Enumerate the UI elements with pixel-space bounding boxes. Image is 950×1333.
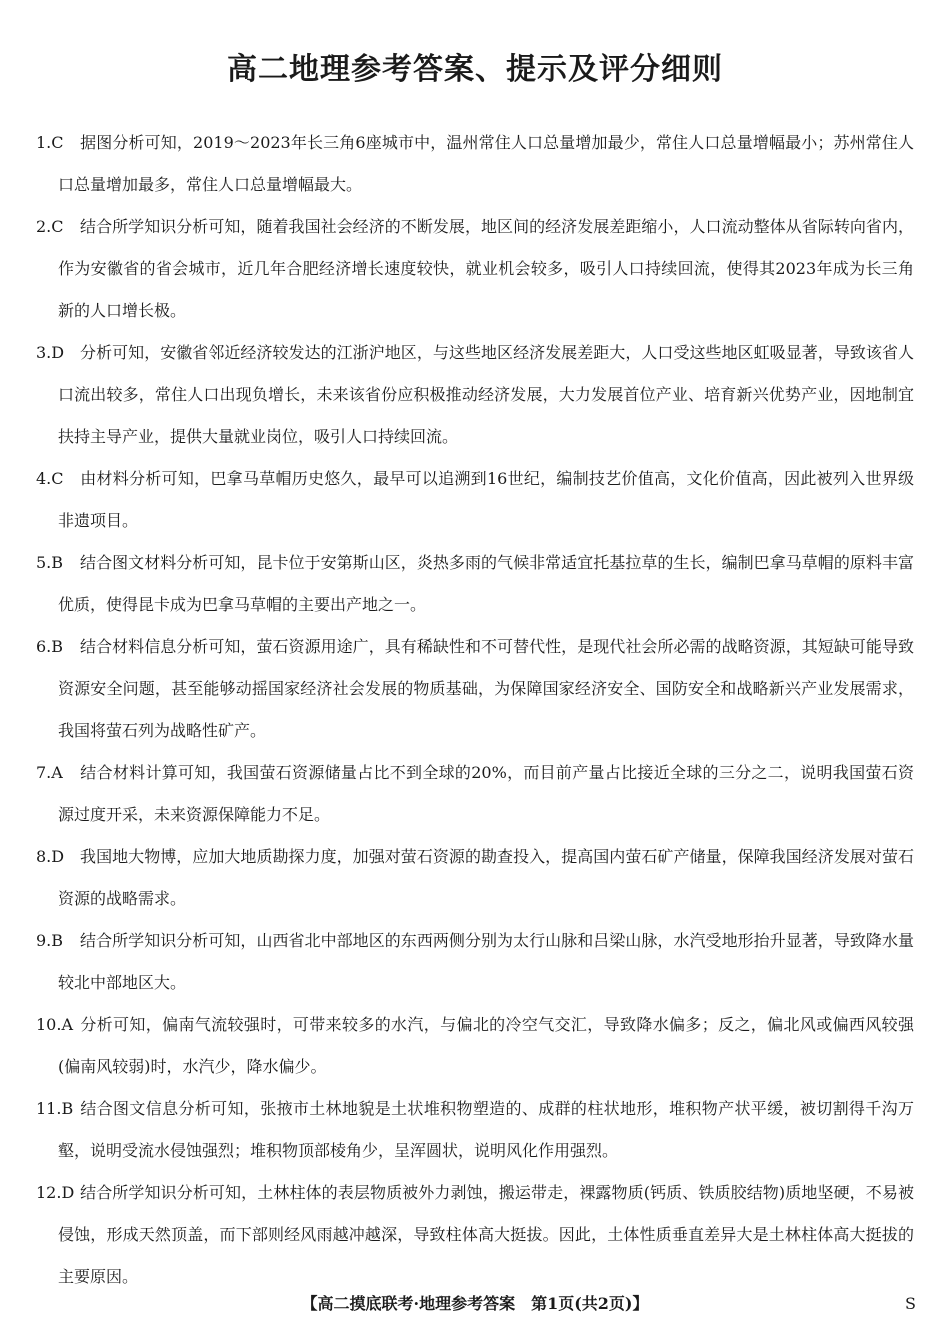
answer-explanation: 结合材料计算可知，我国萤石资源储量占比不到全球的20%，而目前产量占比接近全球的三分之二，说明我国萤石资源过度开采，未来资源保障能力不足。 <box>58 763 914 824</box>
answer-item <box>36 626 914 752</box>
answer-item <box>36 542 914 626</box>
answer-number: 12.D <box>36 1183 75 1202</box>
answer-explanation: 结合图文材料分析可知，昆卡位于安第斯山区，炎热多雨的气候非常适宜托基拉草的生长，编制巴拿马草帽的原料丰富优质，使得昆卡成为巴拿马草帽的主要出产地之一。 <box>58 553 914 614</box>
answer-number: 9.B <box>36 931 64 950</box>
footer-code: S <box>905 1294 916 1313</box>
answer-item <box>36 1004 914 1088</box>
page-title: 高二地理参考答案、提示及评分细则 <box>227 52 723 87</box>
answer-explanation: 结合所学知识分析可知，山西省北中部地区的东西两侧分别为太行山脉和吕梁山脉，水汽受地形抬升显著，导致降水量较北中部地区大。 <box>58 931 914 992</box>
answer-explanation: 结合图文信息分析可知，张掖市土林地貌是土状堆积物塑造的、成群的柱状地形，堆积物产状平缓，被切割得千沟万壑，说明受流水侵蚀强烈；堆积物顶部棱角少，呈浑圆状，说明风化作用强烈。 <box>58 1099 914 1160</box>
answer-item <box>36 206 914 332</box>
answer-number: 5.B <box>36 553 64 572</box>
answer-number: 11.B <box>36 1099 74 1118</box>
answer-item <box>36 920 914 1004</box>
answer-item <box>36 752 914 836</box>
answer-explanation: 分析可知，偏南气流较强时，可带来较多的水汽，与偏北的冷空气交汇，导致降水偏多；反之，偏北风或偏西风较强(偏南风较弱)时，水汽少，降水偏少。 <box>58 1015 914 1076</box>
answer-explanation: 结合材料信息分析可知，萤石资源用途广，具有稀缺性和不可替代性，是现代社会所必需的战略资源，其短缺可能导致资源安全问题，甚至能够动摇国家经济社会发展的物质基础，为保障国家经济安全、国防安全和战略新兴产业发展需求，我国将萤石列为战略性矿产。 <box>58 637 914 740</box>
answer-number: 7.A <box>36 763 63 782</box>
answer-item <box>36 1088 914 1172</box>
footer-label: 【高二摸底联考·地理参考答案 第1页(共2页)】 <box>301 1294 649 1313</box>
answer-explanation: 结合所学知识分析可知，土林柱体的表层物质被外力剥蚀，搬运带走，裸露物质(钙质、铁质胶结物)质地坚硬，不易被侵蚀，形成天然顶盖，而下部则经风雨越冲越深，导致柱体高大挺拔。因此，土体性质垂直差异大是土林柱体高大挺拔的主要原因。 <box>58 1183 914 1286</box>
answer-explanation: 我国地大物博，应加大地质勘探力度，加强对萤石资源的勘查投入，提高国内萤石矿产储量，保障我国经济发展对萤石资源的战略需求。 <box>58 847 914 908</box>
answer-number: 3.D <box>36 343 65 362</box>
answer-number: 6.B <box>36 637 64 656</box>
answer-list <box>36 122 914 1298</box>
answer-number: 2.C <box>36 217 64 236</box>
answer-item <box>36 836 914 920</box>
answer-item <box>36 332 914 458</box>
answer-number: 1.C <box>36 133 64 152</box>
answer-explanation: 由材料分析可知，巴拿马草帽历史悠久，最早可以追溯到16世纪，编制技艺价值高，文化价值高，因此被列入世界级非遗项目。 <box>58 469 914 530</box>
answer-number: 4.C <box>36 469 64 488</box>
answer-item <box>36 122 914 206</box>
answer-explanation: 分析可知，安徽省邻近经济较发达的江浙沪地区，与这些地区经济发展差距大，人口受这些地区虹吸显著，导致该省人口流出较多，常住人口出现负增长，未来该省份应积极推动经济发展，大力发展首位产业、培育新兴优势产业，因地制宜扶持主导产业，提供大量就业岗位，吸引人口持续回流。 <box>58 343 914 446</box>
answer-number: 8.D <box>36 847 65 866</box>
answer-number: 10.A <box>36 1015 73 1034</box>
answer-item <box>36 458 914 542</box>
answer-explanation: 据图分析可知，2019～2023年长三角6座城市中，温州常住人口总量增加最少，常住人口总量增幅最小；苏州常住人口总量增加最多，常住人口总量增幅最大。 <box>58 133 914 194</box>
answer-explanation: 结合所学知识分析可知，随着我国社会经济的不断发展，地区间的经济发展差距缩小，人口流动整体从省际转向省内，作为安徽省的省会城市，近几年合肥经济增长速度较快，就业机会较多，吸引人口持续回流，使得其2023年成为长三角新的人口增长极。 <box>58 217 914 320</box>
answer-item <box>36 1172 914 1298</box>
